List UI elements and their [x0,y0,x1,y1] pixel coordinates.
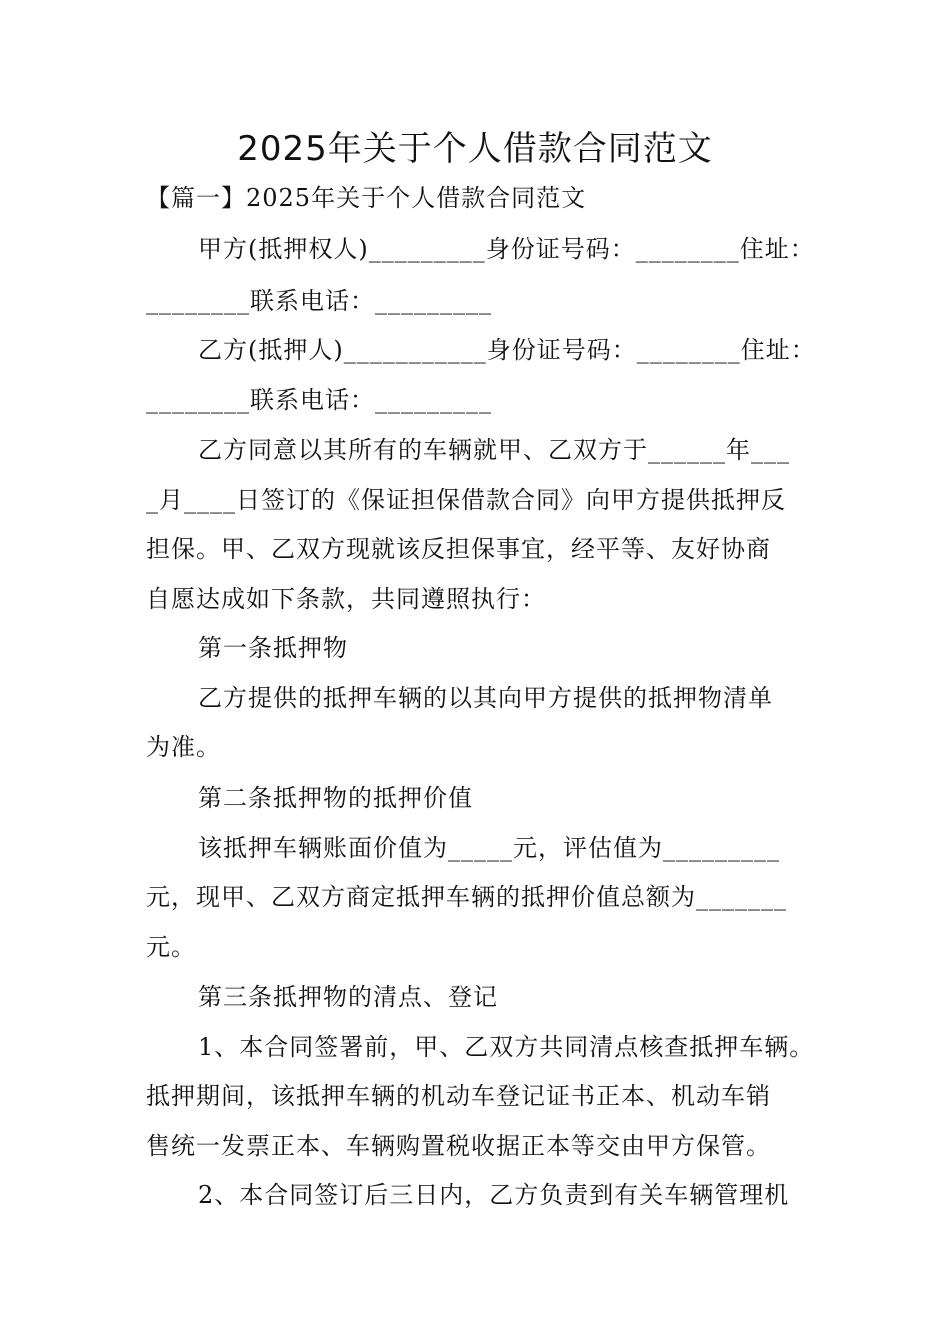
party-a-line: 甲方(抵押权人)_________身份证号码：________住址： [198,235,815,263]
party-b-contact-line: ________联系电话：_________ [146,386,492,414]
paragraph-line: 元。 [146,933,196,961]
paragraph-line: 乙方提供的抵押车辆的以其向甲方提供的抵押物清单 [198,684,773,712]
party-a-contact-line: ________联系电话：_________ [146,287,492,315]
paragraph-line: 乙方同意以其所有的车辆就甲、乙双方于______年___ [198,436,790,464]
paragraph-line: 2、本合同签订后三日内，乙方负责到有关车辆管理机 [198,1181,790,1209]
paragraph-line: 该抵押车辆账面价值为_____元，评估值为_________ [198,834,780,862]
clause-heading-1: 第一条抵押物 [198,634,348,662]
paragraph-line: 售统一发票正本、车辆购置税收据正本等交由甲方保管。 [146,1132,771,1160]
paragraph-line: 担保。甲、乙双方现就该反担保事宜，经平等、友好协商 [146,535,771,563]
paragraph-line: 抵押期间，该抵押车辆的机动车登记证书正本、机动车销 [146,1082,771,1110]
section-heading: 【篇一】2025年关于个人借款合同范文 [146,184,587,212]
party-b-line: 乙方(抵押人)___________身份证号码：________住址： [198,336,816,364]
paragraph-line: _月____日签订的《保证担保借款合同》向甲方提供抵押反 [146,486,786,514]
clause-heading-3: 第三条抵押物的清点、登记 [198,983,498,1011]
clause-heading-2: 第二条抵押物的抵押价值 [198,784,473,812]
paragraph-line: 元，现甲、乙双方商定抵押车辆的抵押价值总额为_______ [146,883,787,911]
paragraph-line: 1、本合同签署前，甲、乙双方共同清点核查抵押车辆。 [198,1033,815,1061]
document-title: 2025年关于个人借款合同范文 [237,129,713,169]
paragraph-line: 为准。 [146,733,221,761]
paragraph-line: 自愿达成如下条款，共同遵照执行： [146,585,546,613]
